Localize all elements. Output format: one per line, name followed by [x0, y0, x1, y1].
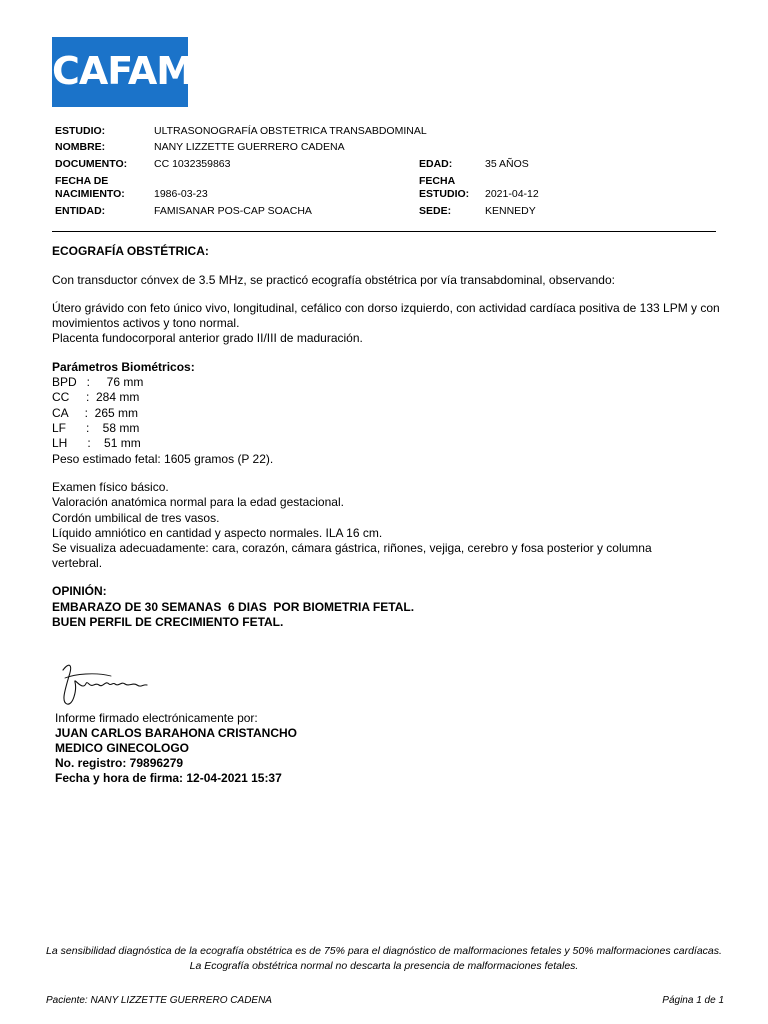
param-cc: CC : 284 mm [52, 390, 140, 404]
fecha-nacimiento-value: 1986-03-23 [154, 188, 208, 200]
param-lh: LH : 51 mm [52, 436, 141, 450]
exam-line: Valoración anatómica normal para la edad gestacional. [52, 495, 344, 509]
fecha-nacimiento-label-line1: FECHA DE [55, 175, 109, 187]
doctor-specialty: MEDICO GINECOLOGO [55, 741, 190, 755]
exam-line: Líquido amniótico en cantidad y aspecto normales. ILA 16 cm. [52, 526, 383, 540]
diagnostic-disclaimer: La sensibilidad diagnóstica de la ecografía obstétrica es de 75% para el diagnóstico de malformaciones fetales y 50% malformaciones cardíacas. La Ecografía obstétrica normal no descarta la presencia de malformaciones fetales. [46, 945, 722, 972]
handwritten-signature [55, 660, 155, 710]
finding-placenta: Placenta fundocorporal anterior grado II/III de maduración. [52, 331, 363, 345]
cafam-logo [52, 37, 194, 107]
param-ca: CA : 265 mm [52, 406, 139, 420]
param-bpd: BPD : 76 mm [52, 375, 144, 389]
sign-datetime: Fecha y hora de firma: 12-04-2021 15:37 [55, 771, 282, 785]
sede-value: KENNEDY [485, 205, 536, 217]
exam-line: Examen físico básico. [52, 480, 169, 494]
fecha-estudio-value: 2021-04-12 [485, 188, 539, 200]
param-lf: LF : 58 mm [52, 421, 140, 435]
fecha-estudio-label-line1: FECHA [419, 175, 456, 187]
biometric-params-title: Parámetros Biométricos: [52, 360, 195, 374]
signed-by-text: Informe firmado electrónicamente por: [55, 711, 258, 725]
estimated-weight: Peso estimado fetal: 1605 gramos (P 22). [52, 452, 274, 466]
finding-fetus: Útero grávido con feto único vivo, longitudinal, cefálico con dorso izquierdo, con actividad cardíaca positiva de 133 LPM y con movimientos activos y tono normal. [52, 301, 720, 330]
documento-value: CC 1032359863 [154, 158, 231, 170]
footer-page-number: Página 1 de 1 [662, 995, 724, 1006]
entidad-label: ENTIDAD: [55, 205, 106, 217]
report-intro: Con transductor cónvex de 3.5 MHz, se practicó ecografía obstétrica por vía transabdominal, observando: [52, 273, 615, 287]
report-title: ECOGRAFÍA OBSTÉTRICA: [52, 244, 209, 258]
sede-label: SEDE: [419, 205, 452, 217]
footer-patient: Paciente: NANY LIZZETTE GUERRERO CADENA [46, 995, 272, 1006]
opinion-line: EMBARAZO DE 30 SEMANAS 6 DIAS POR BIOMETRIA FETAL. [52, 600, 415, 614]
edad-value: 35 AÑOS [485, 158, 529, 170]
header-divider [52, 231, 716, 232]
nombre-value: NANY LIZZETTE GUERRERO CADENA [154, 141, 345, 153]
doctor-name: JUAN CARLOS BARAHONA CRISTANCHO [55, 726, 297, 740]
fecha-estudio-label-line2: ESTUDIO: [419, 188, 470, 200]
entidad-value: FAMISANAR POS-CAP SOACHA [154, 205, 312, 217]
exam-line: Cordón umbilical de tres vasos. [52, 511, 220, 525]
opinion-title: OPINIÓN: [52, 584, 107, 598]
edad-label: EDAD: [419, 158, 453, 170]
estudio-label: ESTUDIO: [55, 125, 106, 137]
fecha-nacimiento-label-line2: NACIMIENTO: [55, 188, 125, 200]
estudio-value: ULTRASONOGRAFÍA OBSTETRICA TRANSABDOMINAL [154, 125, 427, 137]
opinion-line: BUEN PERFIL DE CRECIMIENTO FETAL. [52, 615, 284, 629]
doctor-registry: No. registro: 79896279 [55, 756, 184, 770]
exam-line: Se visualiza adecuadamente: cara, corazón, cámara gástrica, riñones, vejiga, cerebro y fosa posterior y columna vertebral. [52, 541, 652, 570]
documento-label: DOCUMENTO: [55, 158, 128, 170]
nombre-label: NOMBRE: [55, 141, 106, 153]
logo-text: CAFAM [52, 49, 194, 93]
